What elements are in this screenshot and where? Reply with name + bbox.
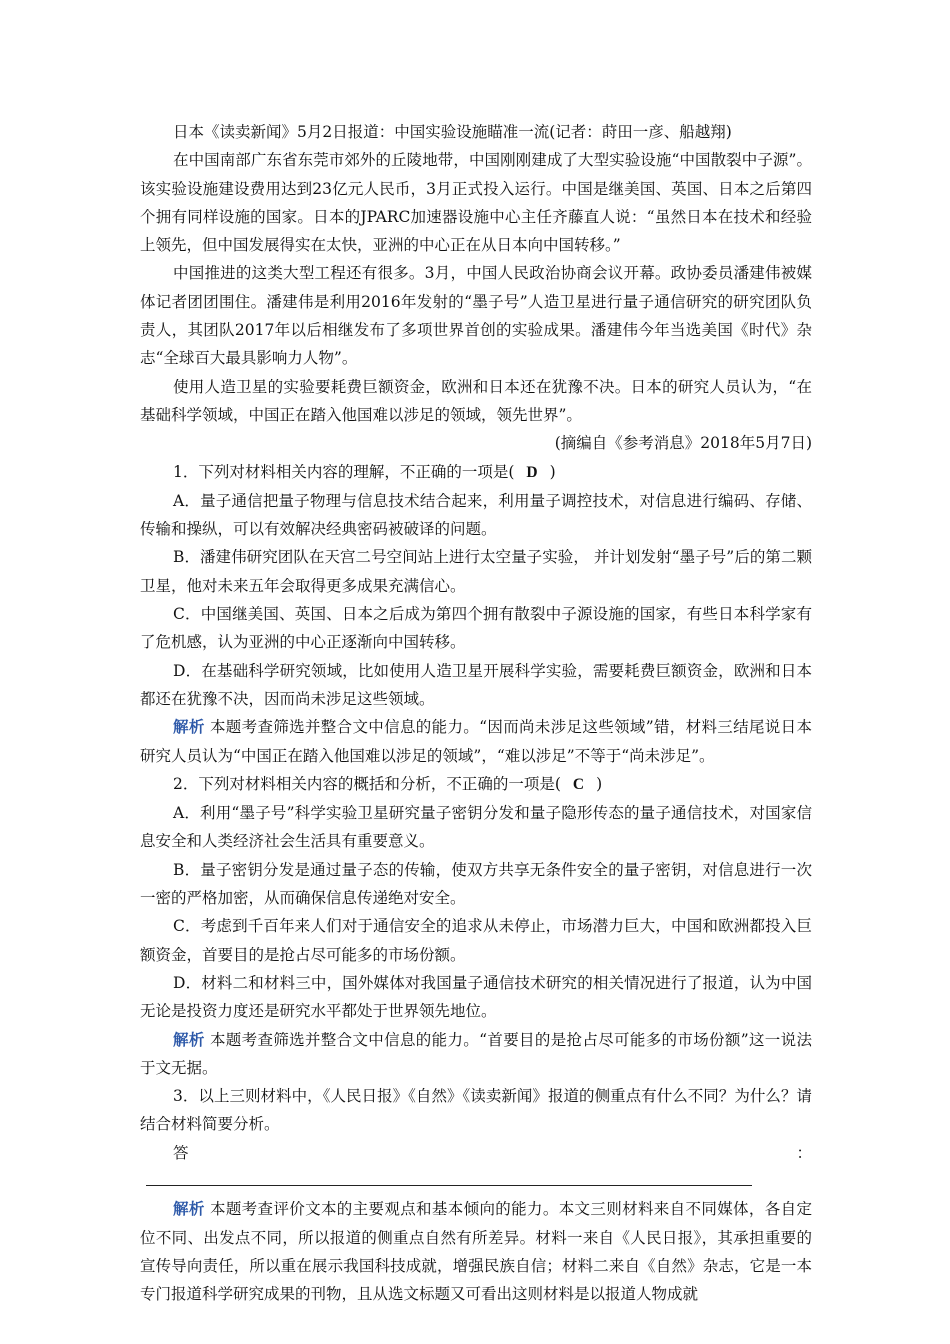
question-2-answer: C <box>572 775 585 793</box>
question-2-option-b: B．量子密钥分发是通过量子态的传输，使双方共享无条件安全的量子密钥，对信息进行一次一密的严格加密，从而确保信息传递绝对安全。 <box>140 860 812 908</box>
question-2-stem-text: 2．下列对材料相关内容的概括和分析，不正确的一项是( <box>173 774 561 793</box>
analysis-text: 本题考查评价文本的主要观点和基本倾向的能力。本文三则材料来自不同媒体，各自定位不同、出发点不同，所以报道的侧重点自然有所差异。材料一来自《人民日报》，其承担重要的宣传导向责任，所以重在展示我国科技成就，增强民族自信；材料二来自《自然》杂志，它是一本专门报道科学研究成果的刊物，且从选文标题又可看出这则材料是以报道人物成就 <box>140 1200 812 1304</box>
question-1-analysis <box>140 713 812 770</box>
question-1-option-a: A．量子通信把量子物理与信息技术结合起来，利用量子调控技术，对信息进行编码、存储、传输和操纵，可以有效解决经典密码被破译的问题。 <box>140 491 812 539</box>
question-3-stem: 3．以上三则材料中，《人民日报》《自然》《读卖新闻》报道的侧重点有什么不同？为什么？请结合材料简要分析。 <box>140 1087 812 1134</box>
question-3-answer-row <box>140 1139 812 1196</box>
question-3-analysis <box>140 1195 812 1308</box>
question-1-stem <box>140 458 812 487</box>
material3-paragraph-1: 在中国南部广东省东莞市郊外的丘陵地带，中国刚刚建成了大型实验设施“中国散裂中子源”。该实验设施建设费用达到23亿元人民币，3月正式投入运行。中国是继美国、英国、日本之后第四个拥有同样设施的国家。日本的JPARC加速器设施中心主任齐藤直人说：“虽然日本在技术和经验上领先，但中国发展得实在太快，亚洲的中心正在从日本向中国转移。” <box>140 151 812 255</box>
material3-source: (摘编自《参考消息》2018年5月7日) <box>554 434 812 453</box>
analysis-label: 解析 <box>173 717 205 737</box>
question-2-stem <box>140 770 812 799</box>
question-1-stem-close: ) <box>549 462 556 481</box>
question-2-stem-close: ) <box>596 774 603 793</box>
answer-label: 答： <box>173 1143 812 1162</box>
question-1-option-d: D．在基础科学研究领域，比如使用人造卫星开展科学实验，需要耗费巨额资金，欧洲和日本都还在犹豫不决，因而尚未涉足这些领域。 <box>140 661 812 708</box>
document-page <box>140 118 812 1308</box>
material3-heading: 日本《读卖新闻》5月2日报道：中国实验设施瞄准一流(记者：莳田一彦、船越翔) <box>173 123 732 141</box>
material3-paragraph-3: 使用人造卫星的实验要耗费巨额资金，欧洲和日本还在犹豫不决。日本的研究人员认为，“在基础科学领域，中国正在踏入他国难以涉足的领域，领先世界”。 <box>140 377 812 424</box>
question-1-option-b: B．潘建伟研究团队在天宫二号空间站上进行太空量子实验， 并计划发射“墨子号”后的第二颗卫星，他对未来五年会取得更多成果充满信心。 <box>140 548 812 595</box>
question-2-option-d: D．材料二和材料三中，国外媒体对我国量子通信技术研究的相关情况进行了报道，认为中国无论是投资力度还是研究水平都处于世界领先地位。 <box>140 973 812 1021</box>
answer-blank-line[interactable] <box>146 1167 752 1186</box>
analysis-label: 解析 <box>173 1029 205 1049</box>
question-1-option-c: C．中国继美国、英国、日本之后成为第四个拥有散裂中子源设施的国家，有些日本科学家有了危机感，认为亚洲的中心正逐渐向中国转移。 <box>140 605 812 652</box>
analysis-label: 解析 <box>173 1199 205 1219</box>
analysis-text: 本题考查筛选并整合文中信息的能力。“因而尚未涉足这些领域”错，材料三结尾说日本研究人员认为“中国正在踏入他国难以涉足的领域”，“难以涉足”不等于“尚未涉足”。 <box>140 718 812 765</box>
question-1-stem-text: 1．下列对材料相关内容的理解，不正确的一项是( <box>173 462 515 481</box>
analysis-text: 本题考查筛选并整合文中信息的能力。“首要目的是抢占尽可能多的市场份额”这一说法于文无据。 <box>140 1030 812 1077</box>
question-2-option-c: C．考虑到千百年来人们对于通信安全的追求从未停止，市场潜力巨大，中国和欧洲都投入巨额资金，首要目的是抢占尽可能多的市场份额。 <box>140 917 812 964</box>
question-1-answer: D <box>526 463 538 481</box>
question-2-analysis <box>140 1026 812 1083</box>
material3-paragraph-2: 中国推进的这类大型工程还有很多。3月，中国人民政治协商会议开幕。政协委员潘建伟被媒体记者团团围住。潘建伟是利用2016年发射的“墨子号”人造卫星进行量子通信研究的研究团队负责人，其团队2017年以后相继发布了多项世界首创的实验成果。潘建伟今年当选美国《时代》杂志“全球百大最具影响力人物”。 <box>140 264 812 368</box>
question-2-option-a: A．利用“墨子号”科学实验卫星研究量子密钥分发和量子隐形传态的量子通信技术，对国家信息安全和人类经济社会生活具有重要意义。 <box>140 804 812 851</box>
